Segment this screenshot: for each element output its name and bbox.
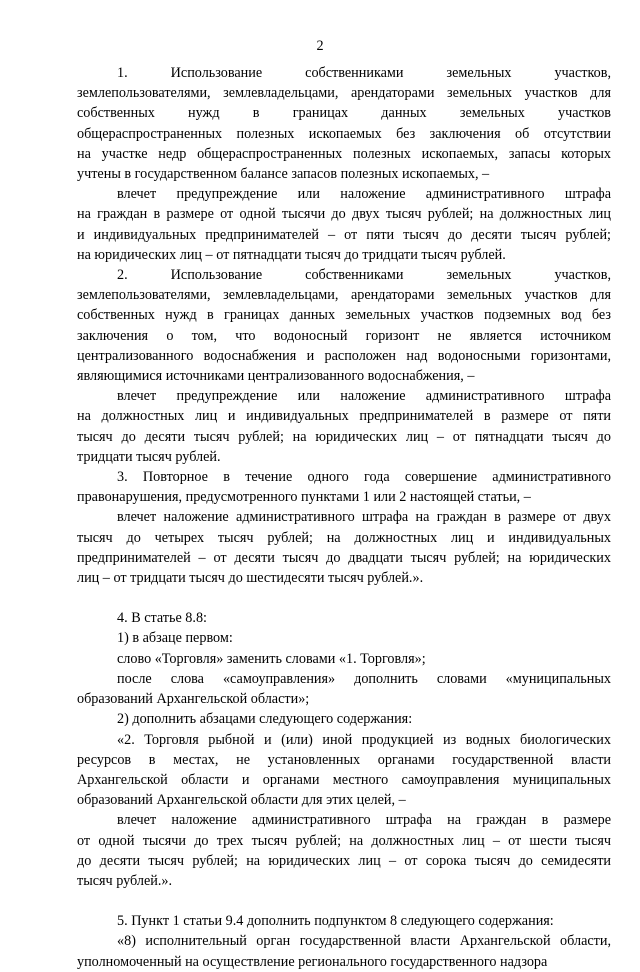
- text-line: тысяч рублей.».: [77, 872, 173, 889]
- text-line: тысяч до четырех тысяч рублей; на должностных лиц и индивидуальных: [77, 529, 611, 546]
- text-line: землепользователями, землевладельцами, арендаторами земельных участков для: [77, 85, 611, 102]
- text-line: общераспространенных полезных ископаемых без заключения об отсутствии: [77, 125, 611, 142]
- text-line: ресурсов в местах, не установленных органами государственной власти: [77, 751, 611, 768]
- text-line: предпринимателей – от десяти тысяч до двадцати тысяч рублей; на юридических: [77, 549, 611, 566]
- text-line: влечет наложение административного штрафа на граждан в размере: [117, 812, 611, 829]
- text-line: влечет предупреждение или наложение административного штрафа: [117, 388, 611, 405]
- text-line: учтены в государственном балансе запасов полезных ископаемых, –: [77, 166, 490, 183]
- paragraph-subitem-2: [77, 709, 611, 729]
- text-line: собственных нужд в границах данных земельных участков подземных вод без: [77, 307, 611, 324]
- text-line: на должностных лиц и индивидуальных предпринимателей в размере от пяти: [77, 408, 611, 425]
- text-line: до десяти тысяч рублей; на юридических лиц – от сорока тысяч до семидесяти: [77, 852, 611, 869]
- text-line: «8) исполнительный орган государственной власти Архангельской области,: [117, 933, 611, 950]
- text-line: 2. Использование собственниками земельных участков,: [117, 267, 611, 284]
- text-line: на граждан в размере от одной тысячи до двух тысяч рублей; на должностных лиц: [77, 206, 611, 223]
- text-line: после слова «самоуправления» дополнить словами «муниципальных: [117, 670, 611, 687]
- text-line: Архангельской области и органами местного самоуправления муниципальных: [77, 771, 611, 788]
- paragraph-spacer: [77, 588, 611, 608]
- paragraph-item-3: [77, 467, 611, 507]
- text-line: влечет наложение административного штрафа на граждан в размере от двух: [117, 509, 611, 526]
- paragraph-spacer: [77, 891, 611, 911]
- paragraph-replace-word: [77, 649, 611, 669]
- text-line: 4. В статье 8.8:: [117, 610, 207, 627]
- paragraph-item-1: [77, 63, 611, 184]
- paragraph-section-4: [77, 608, 611, 628]
- paragraph-item-2: [77, 265, 611, 386]
- text-line: собственных нужд в границах данных земельных участков: [77, 105, 611, 122]
- text-line: 3. Повторное в течение одного года совершение административного: [117, 469, 611, 486]
- paragraph-add-words: [77, 669, 611, 709]
- text-line: на юридических лиц – от пятнадцати тысяч до тридцати тысяч рублей.: [77, 246, 506, 263]
- paragraph-fish-trade: [77, 730, 611, 811]
- text-line: 1. Использование собственниками земельных участков,: [117, 65, 611, 81]
- text-line: 1) в абзаце первом:: [117, 630, 233, 647]
- paragraph-penalty-1: [77, 184, 611, 265]
- text-line: на участке недр общераспространенных полезных ископаемых, запасы которых: [77, 145, 611, 162]
- text-line: заключения о том, что водоносный горизонт не является источником: [77, 327, 611, 344]
- text-line: тридцати тысяч рублей.: [77, 448, 221, 465]
- text-line: землепользователями, землевладельцами, арендаторами земельных участков для: [77, 287, 611, 304]
- text-line: «2. Торговля рыбной и (или) иной продукцией из водных биологических: [117, 731, 611, 748]
- text-line: 5. Пункт 1 статьи 9.4 дополнить подпунктом 8 следующего содержания:: [117, 913, 554, 930]
- document-body: [77, 63, 611, 972]
- text-line: лиц – от тридцати тысяч до шестидесяти тысяч рублей.».: [77, 570, 424, 587]
- text-line: образований Архангельской области»;: [77, 691, 310, 708]
- text-line: тысяч до десяти тысяч рублей; на юридических лиц – от пятнадцати тысяч до: [77, 428, 611, 445]
- text-line: и индивидуальных предпринимателей – от пяти тысяч до десяти тысяч рублей;: [77, 226, 611, 243]
- text-line: централизованного водоснабжения и расположен над водоносными горизонтами,: [77, 347, 611, 364]
- paragraph-penalty-4: [77, 810, 611, 891]
- text-line: 2) дополнить абзацами следующего содержания:: [117, 711, 413, 728]
- text-line: образований Архангельской области для этих целей, –: [77, 792, 406, 809]
- paragraph-penalty-3: [77, 507, 611, 588]
- paragraph-subitem-1: [77, 628, 611, 648]
- text-line: уполномоченный на осуществление регионального государственного надзора: [77, 953, 548, 970]
- text-line: слово «Торговля» заменить словами «1. Торговля»;: [117, 650, 426, 667]
- text-line: влечет предупреждение или наложение административного штрафа: [117, 186, 611, 203]
- paragraph-penalty-2: [77, 386, 611, 467]
- text-line: от одной тысячи до трех тысяч рублей; на должностных лиц – от шести тысяч: [77, 832, 611, 849]
- text-line: правонарушения, предусмотренного пунктами 1 или 2 настоящей статьи, –: [77, 489, 531, 506]
- page-number: 2: [316, 38, 324, 54]
- paragraph-section-5: [77, 911, 611, 931]
- text-line: являющимися источниками централизованного водоснабжения, –: [77, 368, 475, 385]
- paragraph-subitem-8: [77, 931, 611, 971]
